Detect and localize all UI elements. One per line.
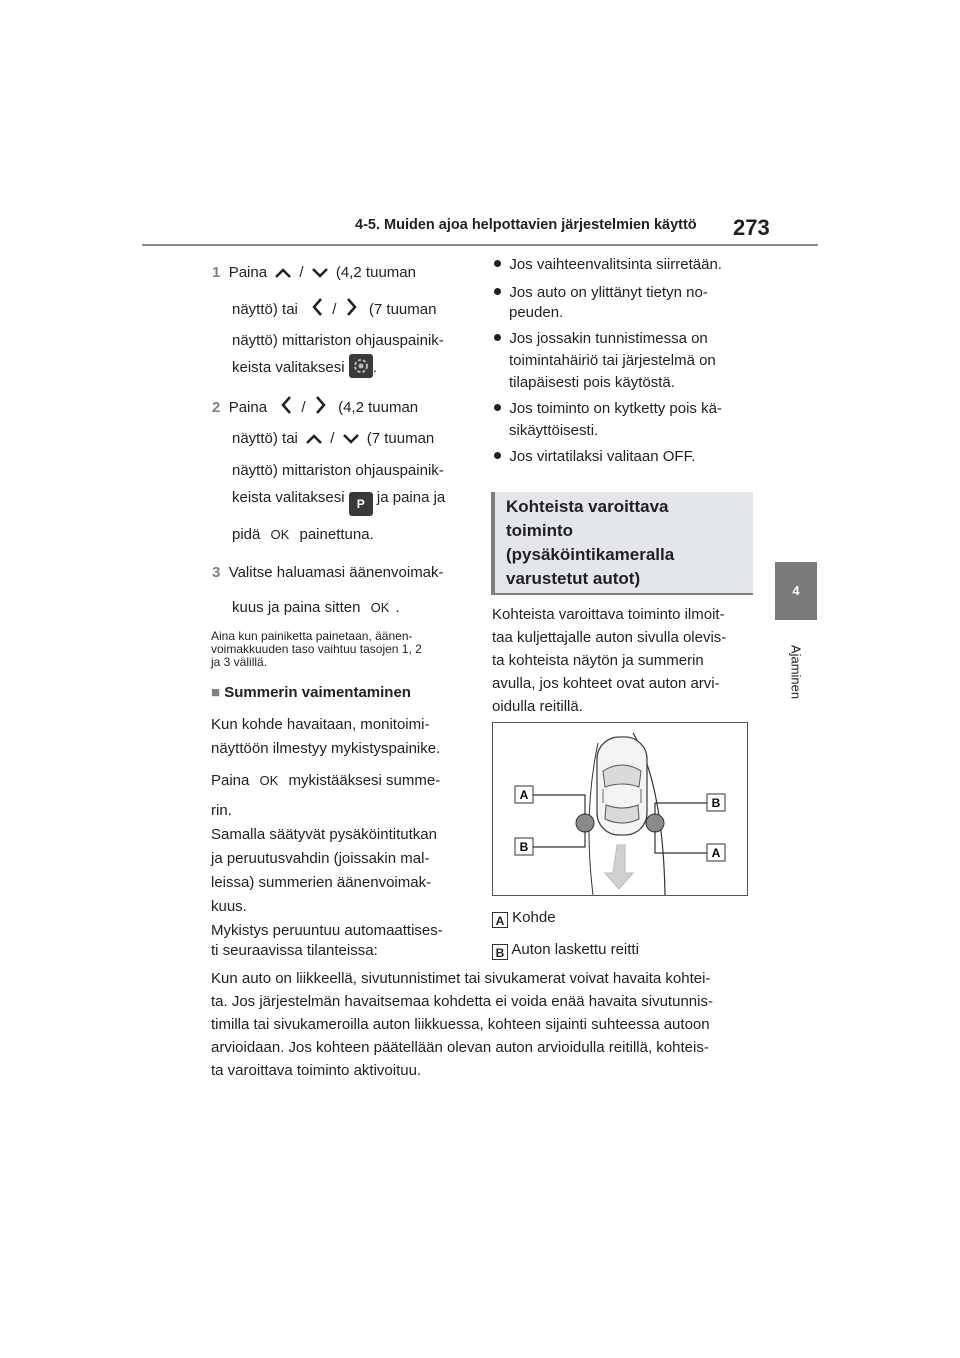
chevron-right-icon (343, 296, 359, 318)
step2-text: painettuna. (299, 526, 374, 543)
figure-label-b: B (711, 796, 721, 810)
step2-text: pidä (232, 526, 261, 543)
mute-heading (211, 682, 411, 704)
step2-text: näyttö) tai (232, 430, 298, 447)
step3-line1 (212, 562, 444, 584)
note-line: Aina kun painiketta painetaan, äänen- (211, 629, 413, 643)
bullet-text-cont: peuden. (509, 304, 564, 321)
ok-button-icon: OK (370, 600, 390, 615)
right-paragraph-line: avulla, jos kohteet ovat auton arvi- (492, 675, 720, 692)
chevron-left-icon (310, 296, 326, 318)
bullet-icon (494, 334, 501, 341)
legend-item (492, 939, 639, 961)
section-heading-line: toiminto (506, 521, 574, 540)
figure-label-b: B (519, 840, 529, 854)
bullet-item (494, 254, 722, 276)
legend-key: B (492, 944, 508, 960)
right-paragraph-line: oidulla reitillä. (492, 698, 583, 715)
step3-line2 (232, 597, 400, 619)
step2-line3: näyttö) mittariston ohjauspainik- (232, 462, 444, 479)
bottom-paragraph-line: timilla tai sivukameroilla auton liikkuessa, kohteen sijainti suhteessa autoon (211, 1016, 710, 1033)
chevron-up-icon (273, 265, 293, 281)
note-line: voimakkuuden taso vaihtuu tasojen 1, 2 (211, 642, 422, 656)
step1-text: näyttö) tai (232, 301, 298, 318)
bullet-item (494, 398, 722, 420)
legend-key: A (492, 912, 508, 928)
mute-paragraph-line: Samalla säätyvät pysäköintitutkan (211, 826, 437, 843)
chevron-up-icon (304, 431, 324, 447)
chevron-down-icon (341, 431, 361, 447)
rear-cross-traffic-figure (492, 722, 748, 896)
header-divider (142, 244, 818, 246)
step3-text: kuus ja paina sitten (232, 599, 361, 616)
gear-icon (349, 354, 373, 378)
step1-text: (4,2 tuuman (335, 264, 416, 281)
mute-text: mykistääksesi summe- (288, 772, 441, 789)
bullet-text-cont: tilapäisesti pois käytöstä. (509, 374, 675, 391)
bullet-item (494, 446, 695, 468)
car-path-illustration (493, 723, 747, 895)
section-heading-line: varustetut autot) (506, 569, 641, 588)
chapter-label (783, 632, 809, 712)
step2-text: ja paina ja (376, 489, 446, 506)
bullet-text-cont: sikäyttöisesti. (509, 422, 599, 439)
right-paragraph-line: Kohteista varoittava toiminto ilmoit- (492, 606, 725, 623)
section-heading-rule (491, 593, 753, 595)
step2-line4 (232, 487, 445, 516)
bullet-text: Jos toiminto on kytketty pois kä- (509, 400, 722, 417)
chapter-tab: 4 (775, 562, 817, 620)
parking-sensor-icon: P (349, 492, 373, 516)
heading-text: Summerin vaimentaminen (224, 684, 411, 701)
chevron-down-icon (310, 265, 330, 281)
step2-text: Paina (228, 399, 268, 416)
chevron-left-icon (279, 394, 295, 416)
section-heading-line: Kohteista varoittava (506, 497, 669, 516)
bullet-icon (494, 452, 501, 459)
ok-button-icon: OK (270, 527, 290, 542)
mute-paragraph-line: Mykistys peruuntuu automaattises- (211, 922, 443, 939)
step2-line1 (212, 394, 418, 419)
bullet-item (494, 282, 708, 304)
mute-text: Paina (211, 772, 250, 789)
chapter-label-text: Ajaminen (788, 644, 804, 700)
bullet-icon (494, 404, 501, 411)
section-heading (506, 495, 674, 591)
figure-label-a: A (519, 788, 529, 802)
step1-text: Paina (228, 264, 268, 281)
slash: / (332, 301, 337, 318)
step1-text: keista valitaksesi (232, 359, 345, 376)
step3-text: Valitse haluamasi äänenvoimak- (228, 564, 444, 581)
step1-line1 (212, 262, 416, 284)
legend-item (492, 907, 556, 929)
section-heading-line: (pysäköintikameralla (506, 545, 675, 564)
legend-text: Kohde (512, 909, 556, 926)
bullet-text: Jos jossakin tunnistimessa on (509, 330, 708, 347)
step2-text: (4,2 tuuman (338, 399, 419, 416)
step1-line3: näyttö) mittariston ohjauspainik- (232, 332, 444, 349)
mute-paragraph-line: kuus. (211, 898, 247, 915)
slash: / (330, 430, 335, 447)
slash: / (299, 264, 304, 281)
mute-paragraph-line: ti seuraavissa tilanteissa: (211, 942, 378, 959)
ok-button-icon: OK (259, 773, 279, 788)
page-number: 273 (733, 215, 770, 240)
step1-number: 1 (212, 264, 221, 281)
slash: / (301, 399, 306, 416)
step2-line5 (232, 524, 374, 546)
bullet-text-cont: toimintahäiriö tai järjestelmä on (509, 352, 716, 369)
step3-text: . (395, 599, 400, 616)
heading-marker: ■ (211, 684, 221, 701)
step3-number: 3 (212, 564, 221, 581)
bottom-paragraph-line: ta. Jos järjestelmän havaitsemaa kohdetta ei voida enää havaita sivutunnis- (211, 993, 713, 1010)
step1-text: . (372, 359, 377, 376)
bullet-text: Jos auto on ylittänyt tietyn no- (509, 284, 708, 301)
bottom-paragraph-line: ta varoittava toiminto aktivoituu. (211, 1062, 422, 1079)
mute-paragraph-line: rin. (211, 802, 232, 819)
step2-text: (7 tuuman (366, 430, 435, 447)
bullet-text: Jos vaihteenvalitsinta siirretään. (509, 256, 722, 273)
figure-label-a: A (711, 846, 721, 860)
step2-text: keista valitaksesi (232, 489, 345, 506)
mute-paragraph-line: Kun kohde havaitaan, monitoimi- (211, 716, 430, 733)
step1-line2 (232, 296, 436, 321)
bottom-paragraph-line: Kun auto on liikkeellä, sivutunnistimet tai sivukamerat voivat havaita kohtei- (211, 970, 711, 987)
legend-text: Auton laskettu reitti (511, 941, 639, 958)
bullet-item (494, 328, 708, 350)
mute-paragraph-line (211, 770, 440, 792)
note-line: ja 3 välillä. (211, 655, 268, 669)
step1-line4 (232, 354, 377, 379)
step1-text: (7 tuuman (368, 301, 437, 318)
mute-paragraph-line: näyttöön ilmestyy mykistyspainike. (211, 740, 441, 757)
step2-line2 (232, 428, 434, 450)
step2-number: 2 (212, 399, 221, 416)
right-paragraph-line: taa kuljettajalle auton sivulla olevis- (492, 629, 727, 646)
mute-paragraph-line: leissa) summerien äänenvoimak- (211, 874, 432, 891)
bottom-paragraph-line: arvioidaan. Jos kohteen päätellään olevan auton arvioidulla reitillä, kohteis- (211, 1039, 709, 1056)
section-title: 4-5. Muiden ajoa helpottavien järjestelmien käyttö (355, 217, 697, 233)
bullet-icon (494, 288, 501, 295)
chevron-right-icon (312, 394, 328, 416)
bullet-icon (494, 260, 501, 267)
mute-paragraph-line: ja peruutusvahdin (joissakin mal- (211, 850, 430, 867)
right-paragraph-line: ta kohteista näytön ja summerin (492, 652, 704, 669)
bullet-text: Jos virtatilaksi valitaan OFF. (509, 448, 696, 465)
